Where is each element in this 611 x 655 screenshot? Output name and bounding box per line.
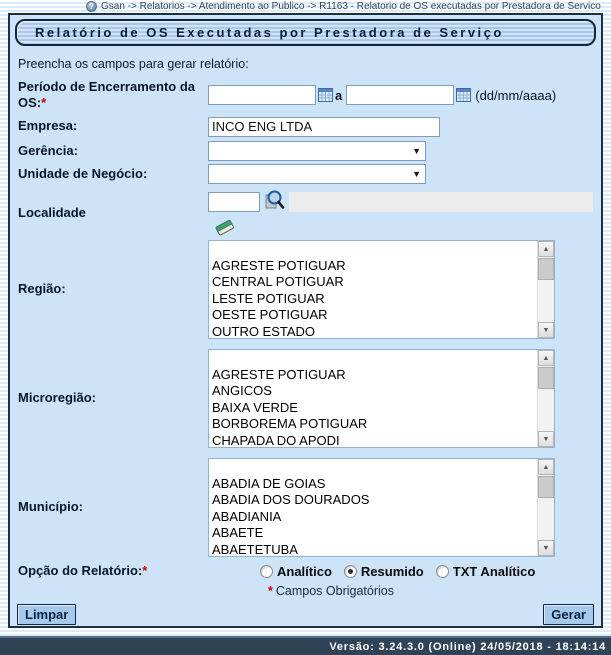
localidade-field (208, 190, 601, 237)
scroll-up-button[interactable]: ▲ (538, 350, 554, 366)
periodo-start-input[interactable] (208, 85, 316, 105)
row-localidade (10, 190, 601, 237)
page-title (15, 19, 596, 46)
row-municipio (10, 458, 601, 557)
list-option[interactable]: AGRESTE POTIGUAR (212, 257, 346, 273)
row-gerencia (10, 141, 601, 161)
radio-unselected-icon[interactable] (260, 565, 273, 578)
radio-label: Analítico (277, 563, 332, 579)
microregiao-field (208, 349, 601, 448)
row-empresa (10, 116, 601, 137)
version-text: Versão: 3.24.3.0 (Online) 24/05/2018 - 18:14:14 (329, 640, 606, 653)
radio-option[interactable] (436, 564, 536, 579)
localidade-code-input[interactable] (208, 192, 260, 212)
form-instruction: Preencha os campos para gerar relatório: (18, 57, 249, 71)
unidade-field (208, 164, 601, 184)
scroll-up-button[interactable]: ▲ (538, 241, 554, 257)
scroll-thumb[interactable] (538, 367, 554, 389)
scroll-down-button[interactable]: ▼ (538, 431, 554, 447)
list-option[interactable]: OUTRO ESTADO (212, 323, 316, 338)
date-range-separator: a (335, 87, 343, 103)
required-asterisk: * (142, 562, 148, 578)
content-frame (8, 13, 603, 628)
scroll-down-button[interactable]: ▼ (538, 322, 554, 338)
list-option[interactable]: OESTE POTIGUAR (212, 307, 328, 322)
required-asterisk: * (268, 584, 273, 598)
action-buttons-row (10, 604, 601, 625)
radio-selected-icon[interactable] (344, 565, 357, 578)
localidade-name-display (289, 192, 593, 212)
list-option[interactable]: BORBOREMA POTIGUAR (212, 416, 368, 431)
list-option[interactable]: ABADIA DE GOIAS (212, 475, 326, 491)
row-opcao-relatorio (10, 561, 601, 581)
list-option[interactable]: BAIXA VERDE (212, 399, 298, 415)
limpar-button[interactable]: Limpar (17, 604, 76, 625)
scroll-thumb[interactable] (538, 258, 554, 280)
calendar-icon[interactable] (456, 88, 471, 102)
unidade-select[interactable] (208, 164, 426, 184)
list-option[interactable]: ABAETE (212, 525, 264, 540)
radio-option[interactable] (260, 564, 332, 579)
label-opcao-relatorio (10, 563, 208, 579)
gerar-button[interactable]: Gerar (543, 604, 594, 625)
scroll-thumb[interactable] (538, 476, 554, 498)
list-option[interactable]: ABAETETUBA (212, 541, 298, 556)
list-option[interactable]: ABADIA DOS DOURADOS (212, 492, 370, 507)
required-note-text: Campos Obrigatórios (275, 584, 394, 598)
list-option[interactable] (209, 459, 537, 476)
empresa-field (208, 117, 601, 137)
regiao-listbox[interactable] (208, 240, 555, 339)
row-unidade (10, 164, 601, 184)
list-option[interactable] (209, 350, 537, 367)
help-icon[interactable]: ? (86, 1, 97, 12)
label-microregiao: Microregião: (18, 390, 97, 406)
radio-label: Resumido (360, 563, 424, 579)
label-gerencia: Gerência: (18, 142, 78, 158)
label-municipio: Município: (18, 499, 83, 515)
footer-version-bar (0, 636, 611, 655)
list-option[interactable] (209, 241, 537, 258)
breadcrumb-text: Gsan -> Relatorios -> Atendimento ao Publico -> R1163 - Relatorio de OS executadas por Prestadora de Servico (101, 1, 601, 12)
row-periodo (10, 78, 601, 112)
search-icon[interactable] (263, 190, 285, 213)
required-fields-note (10, 584, 601, 598)
calendar-icon[interactable] (318, 88, 333, 102)
gerencia-field (208, 141, 601, 161)
label-regiao: Região: (18, 281, 66, 297)
regiao-field (208, 240, 601, 339)
periodo-fields (208, 85, 601, 105)
chevron-down-icon: ▼ (412, 145, 421, 156)
radio-option[interactable] (344, 564, 424, 579)
label-periodo (10, 79, 208, 112)
eraser-icon[interactable] (214, 216, 236, 237)
list-option[interactable]: ANGICOS (212, 383, 272, 398)
required-asterisk: * (41, 95, 47, 110)
radio-label: TXT Analítico (452, 563, 536, 579)
row-regiao (10, 240, 601, 339)
row-microregiao (10, 349, 601, 448)
report-form (10, 46, 601, 625)
scrollbar[interactable] (537, 241, 554, 338)
scroll-down-button[interactable]: ▼ (538, 540, 554, 556)
list-option[interactable]: ABADIANIA (212, 508, 282, 524)
microregiao-listbox[interactable] (208, 349, 555, 448)
label-periodo-text: Período de Encerramento da OS: (18, 78, 195, 110)
list-option[interactable]: LESTE POTIGUAR (212, 290, 325, 306)
chevron-down-icon: ▼ (412, 168, 421, 179)
list-option[interactable]: CENTRAL POTIGUAR (212, 274, 344, 289)
report-option-radio-group (208, 564, 601, 579)
breadcrumb (0, 0, 611, 13)
date-format-hint: (dd/mm/aaaa) (475, 87, 557, 103)
label-empresa: Empresa: (18, 118, 78, 134)
list-option[interactable]: AGRESTE POTIGUAR (212, 366, 346, 382)
municipio-field (208, 458, 601, 557)
scrollbar[interactable] (537, 350, 554, 447)
page-title-text: Relatório de OS Executadas por Prestadora de Serviço (35, 25, 504, 40)
label-opcao-text: Opção do Relatório: (18, 562, 143, 578)
list-option[interactable]: CHAPADA DO APODI (212, 432, 340, 447)
label-unidade: Unidade de Negócio: (18, 165, 148, 181)
gerencia-select[interactable] (208, 141, 426, 161)
scroll-up-button[interactable]: ▲ (538, 459, 554, 475)
label-localidade: Localidade (18, 205, 86, 221)
scrollbar[interactable] (537, 459, 554, 556)
municipio-listbox[interactable] (208, 458, 555, 557)
periodo-end-input[interactable] (346, 85, 454, 105)
radio-unselected-icon[interactable] (436, 565, 449, 578)
empresa-input[interactable] (208, 117, 440, 137)
